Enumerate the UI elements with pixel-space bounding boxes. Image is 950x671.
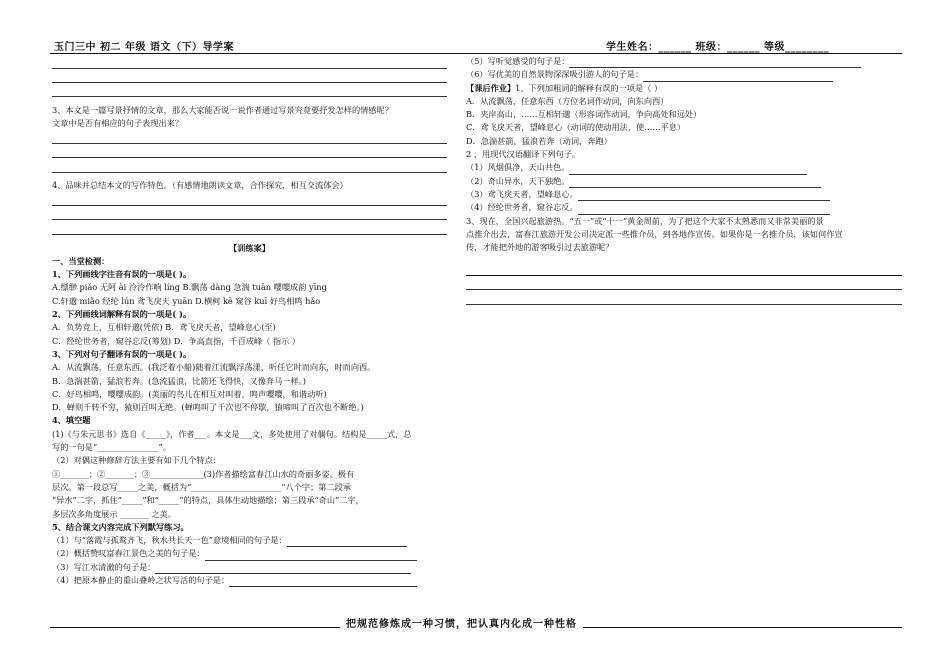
exercise-2-options-cd: C．经纶世务者，窥谷忘反(筹划) D．争高直指，千百成峰（ 指示 ） [52, 335, 301, 346]
translate-2: （2）奇山异水，天下独绝。 [466, 175, 902, 188]
answer-line [52, 193, 447, 207]
header-student-info: 学生姓名：______ 班级：______ 等级________ [606, 42, 829, 53]
left-column [52, 55, 447, 587]
answer-line [52, 84, 447, 98]
header-divider [50, 53, 902, 54]
exercise-5: 5、结合课文内容完成下列默写练习。 [52, 521, 189, 532]
recite-3: （3）写江水清澈的句子是： [52, 561, 447, 574]
exercise-4: 4、填空题 [52, 415, 91, 426]
training-section-title: 【训练案】 [229, 242, 270, 253]
answer-line [466, 277, 902, 291]
exercise-2: 2、下列画线词解释有误的一项是( )。 [52, 309, 192, 320]
fill-blank-line-7: 多层次多角度展示 _______ 之美。 [52, 508, 176, 519]
homework-2: 2 、用现代汉语翻译下列句子。 [466, 149, 581, 160]
answer-line [52, 69, 447, 83]
homework-1: 【课后作业】1、下列加粗词的解释有误的一项是（ ） [466, 82, 663, 93]
exercise-3-option-a: A．从流飘荡，任意东西。(我泛着小船)随着江流飘浮荡漾，听任它时而向东，时而向西。 [52, 362, 376, 373]
fill-blank-line-6: “异水”二字，抓住“_____”和“_____”的特点，具体生动地描绘；第三段承“奇山”二字， [52, 495, 364, 506]
homework-1-option-d: D．急湍甚箭，猛浪若奔（动词，奔跑） [466, 135, 612, 146]
translate-3: （3）鸢飞戾天者，望峰息心。 [466, 188, 902, 201]
answer-line [52, 145, 447, 159]
homework-3: 3、现在，全国兴起旅游热。“五一”或“十一”黄金周前，为了把这个大家不太熟悉而又非常美丽的景 [466, 215, 824, 226]
section-heading: 一、当堂检测： [52, 255, 110, 266]
exercise-1: 1、下列画线字注音有误的一项是( )。 [52, 269, 192, 280]
exercise-3-option-b: B．急湍甚箭，猛浪若奔。(急流猛浪，比箭还飞得快，又像奔马一样。) [52, 375, 306, 386]
homework-3-cont: 点推介出去，富春江旅游开发公司决定派一些推介员，到各地作宣传。如果你是一名推介员，该如何作宣 [466, 228, 843, 239]
exercise-3-option-c: C．好鸟相鸣，嘤嘤成韵。(美丽的鸟儿在相互对叫着，鸣声嘤嘤，和谐动听) [52, 388, 327, 399]
answer-line [52, 207, 447, 221]
question-3: 3、本文是一篇写景抒情的文章，那么大家能否说一说作者通过写景究竟要抒发怎样的情感呢？ [52, 104, 393, 115]
translate-1: （1）风烟俱净，天山共色。 [466, 161, 902, 174]
recite-1: （1）与“落霞与孤鹜齐飞，秋水共长天一色”意境相同的句子是： [52, 534, 447, 547]
answer-line [52, 159, 447, 173]
answer-line [466, 291, 902, 305]
answer-line [52, 55, 447, 69]
header-school-title: 玉门三中 初二 年级 语文（下）导学案 [54, 42, 234, 53]
answer-line [52, 130, 447, 144]
recite-5: （5）写听觉感受的句子是： [466, 55, 902, 68]
exercise-3: 3、下列对句子翻译有误的一项是( )。 [52, 348, 192, 359]
homework-1-option-b: B．夹岸高山，……互相轩邈（形容词作动词，争向高处和远处） [466, 109, 702, 120]
footer-motto: 把规范修炼成一种习惯，把认真内化成一种性格 [340, 615, 583, 630]
homework-3-cont: 传，才能把外地的游客吸引过去旅游呢？ [466, 242, 614, 253]
exercise-1-options-cd: C.轩邈 miǎo 经纶 lún 鸢飞戾天 yuān D.横柯 kē 窥谷 kuī 好鸟相鸣 hǎo [52, 295, 321, 306]
recite-2: （2）概括赞叹富春江景色之美的句子是： [52, 547, 447, 560]
fill-blank-line-2: 写的一句是“_______________”。 [52, 442, 171, 453]
translate-4: （4）经纶世务者，窥谷忘反。 [466, 201, 902, 214]
right-column [466, 55, 902, 305]
fill-blank-line-4: ①_______；②_______；③_____________(3)作者描绘富春江山水的奇丽多姿，极有 [52, 468, 355, 479]
homework-1-option-a: A．从流飘荡，任意东西（方位名词作动词，向东向西） [466, 95, 669, 106]
exercise-1-options-ab: A.缥缈 piǎo 无阿 ài 泠泠作响 líng B.飘荡 dàng 急湍 tuān 嘤嘤成韵 yīng [52, 282, 327, 293]
question-3-cont: 文章中是否有相应的句子表现出来？ [52, 118, 184, 129]
fill-blank-line-1: (1)《与朱元思书》选自《_____》，作者___。本文是___文，多处使用了对偶句。结构是_____式，总 [52, 428, 412, 439]
exercise-3-option-d: D．蝉则千转不穷，猿则百叫无绝。(蝉鸣叫了千次也不停歇，猿啼叫了百次也不断绝。) [52, 402, 364, 413]
answer-line [52, 221, 447, 235]
fill-blank-line-3: （2）对偶这种修辞方法主要有如下几个特点： [52, 455, 221, 466]
recite-4: （4）把原本静止的重山叠岭之状写活的句子是： [52, 574, 447, 587]
exercise-2-options-ab: A．负势竞上，互相轩邈(凭依) B．鸢飞戾天者，望峰息心(至) [52, 322, 276, 333]
recite-6: （6）写优美的自然景物深深吸引游人的句子是： [466, 68, 902, 81]
homework-1-option-c: C．鸢飞戾天者，望峰息心（动词的使动用法，使……平息） [466, 122, 686, 133]
fill-blank-line-5: 层次。第一段总写_____之美，概括为“______________________”八个字；第二段承 [52, 481, 352, 492]
question-4: 4、品味并总结本文的写作特色。（有感情地朗读文章，合作探究，相互交流体会） [52, 180, 348, 191]
answer-line [466, 262, 902, 276]
